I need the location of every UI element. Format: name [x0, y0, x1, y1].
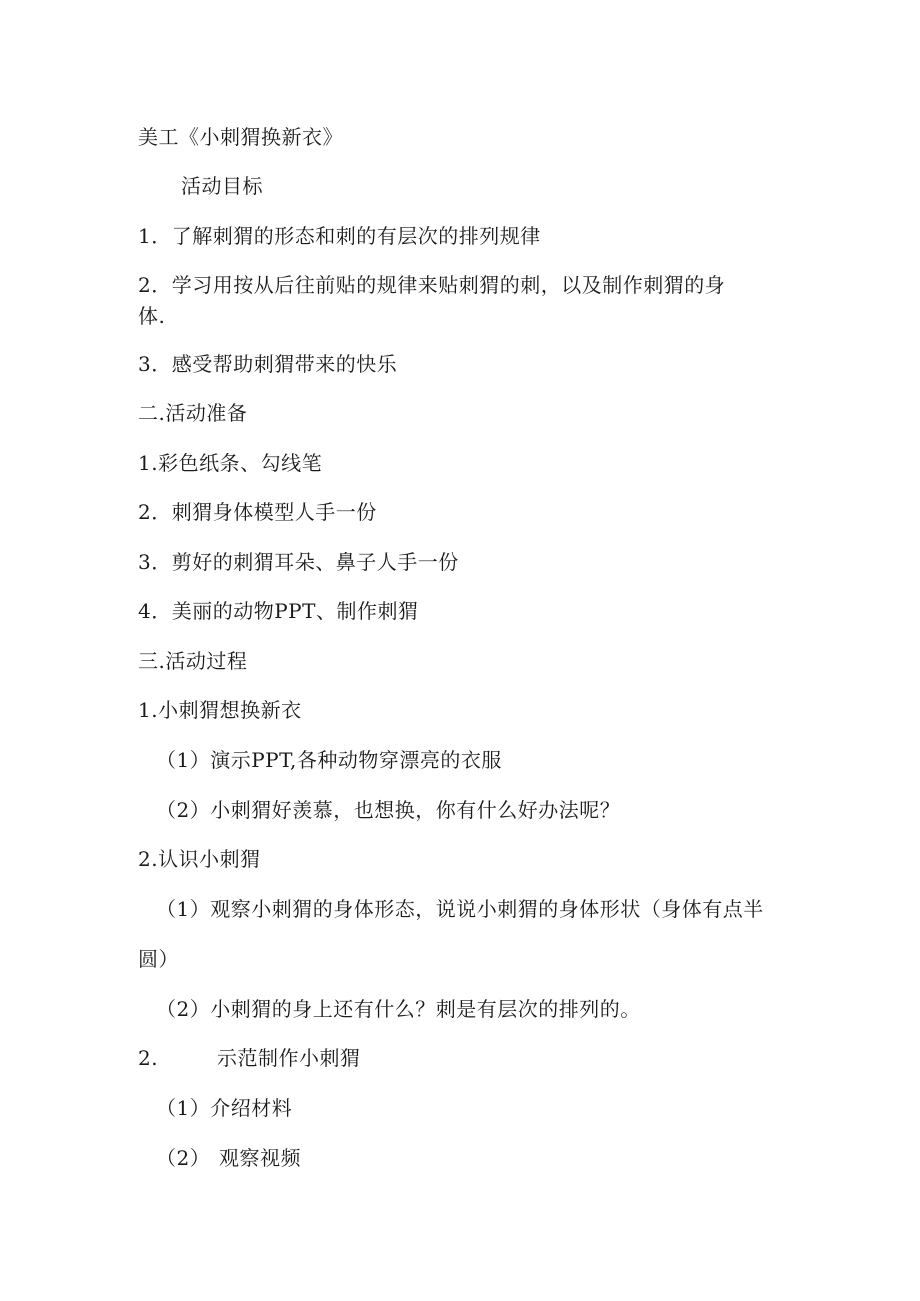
- document-title: 美工《小刺猬换新衣》: [138, 125, 343, 149]
- process-substep: （2）小刺猬的身上还有什么？刺是有层次的排列的。: [156, 997, 641, 1021]
- section-heading-goals: 活动目标: [181, 174, 263, 198]
- process-substep: （1）介绍材料: [156, 1096, 293, 1120]
- preparation-item: 2．刺猬身体模型人手一份: [138, 500, 377, 524]
- section-heading-preparation: 二.活动准备: [138, 401, 248, 425]
- process-substep: （1）演示PPT,各种动物穿漂亮的衣服: [156, 748, 502, 772]
- process-substep: （1）观察小刺猬的身体形态，说说小刺猬的身体形状（身体有点半: [156, 897, 764, 921]
- process-substep: （2）小刺猬好羡慕，也想换，你有什么好办法呢？: [156, 798, 621, 822]
- preparation-item: 4．美丽的动物PPT、制作刺猬: [138, 599, 419, 623]
- goal-item: 2．学习用按从后往前贴的规律来贴刺猬的刺，以及制作刺猬的身: [138, 273, 726, 297]
- process-substep-number: （2）: [156, 1146, 211, 1170]
- goal-item: 3．感受帮助刺猬带来的快乐: [138, 352, 398, 376]
- goal-item-continuation: 体.: [138, 304, 166, 328]
- process-substep: 观察视频: [219, 1146, 301, 1170]
- process-step: 2.认识小刺猬: [138, 847, 261, 871]
- process-substep-continuation: 圆）: [138, 947, 179, 971]
- preparation-item: 1.彩色纸条、勾线笔: [138, 451, 323, 475]
- preparation-item: 3．剪好的刺猬耳朵、鼻子人手一份: [138, 550, 459, 574]
- process-step-number: 2.: [138, 1046, 159, 1070]
- section-heading-process: 三.活动过程: [138, 649, 248, 673]
- process-step: 1.小刺猬想换新衣: [138, 698, 302, 722]
- goal-item: 1．了解刺猬的形态和刺的有层次的排列规律: [138, 224, 541, 248]
- process-step: 示范制作小刺猬: [217, 1046, 361, 1070]
